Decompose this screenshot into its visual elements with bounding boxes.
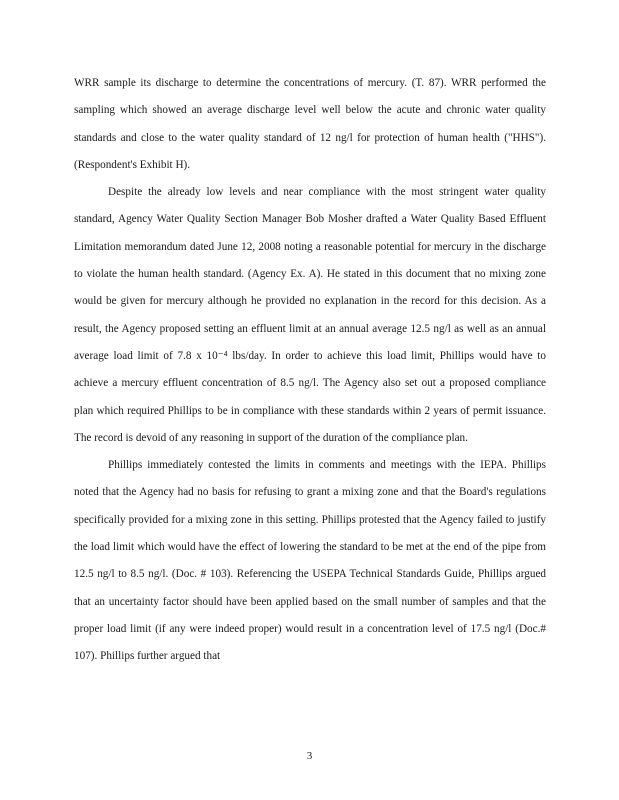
paragraph-1: WRR sample its discharge to determine the concentrations of mercury. (T. 87). WRR performed the sampling which showed an average discharge level well below the acute and chronic water quality standards and close to the water quality standard of 12 ng/l for protection of human health ("HHS"). (Respondent's Exhibit H).: [74, 77, 546, 171]
page-number: 3: [306, 750, 313, 762]
body-text: [74, 70, 546, 671]
paragraph-3: Phillips immediately contested the limits in comments and meetings with the IEPA. Phillips noted that the Agency had no basis for refusing to grant a mixing zone and that the Board's regulations specifically provided for a mixing zone in this setting. Phillips protested that the Agency failed to justify the load limit which would have the effect of lowering the standard to be met at the end of the pipe from 12.5 ng/l to 8.5 ng/l. (Doc. # 103). Referencing the USEPA Technical Standards Guide, Phillips argued that an uncertainty factor should have been applied based on the small number of samples and that the proper load limit (if any were indeed proper) would result in a concentration level of 17.5 ng/l (Doc.# 107). Phillips further argued that: [74, 459, 546, 663]
paragraph-2: Despite the already low levels and near compliance with the most stringent water quality standard, Agency Water Quality Section Manager Bob Mosher drafted a Water Quality Based Effluent Limitation memorandum dated June 12, 2008 noting a reasonable potential for mercury in the discharge to violate the human health standard. (Agency Ex. A). He stated in this document that no mixing zone would be given for mercury although he provided no explanation in the record for this decision. As a result, the Agency proposed setting an effluent limit at an annual average 12.5 ng/l as well as an annual average load limit of 7.8 x 10⁻⁴ lbs/day. In order to achieve this load limit, Phillips would have to achieve a mercury effluent concentration of 8.5 ng/l. The Agency also set out a proposed compliance plan which required Phillips to be in compliance with these standards within 2 years of permit issuance. The record is devoid of any reasoning in support of the duration of the compliance plan.: [74, 186, 546, 444]
